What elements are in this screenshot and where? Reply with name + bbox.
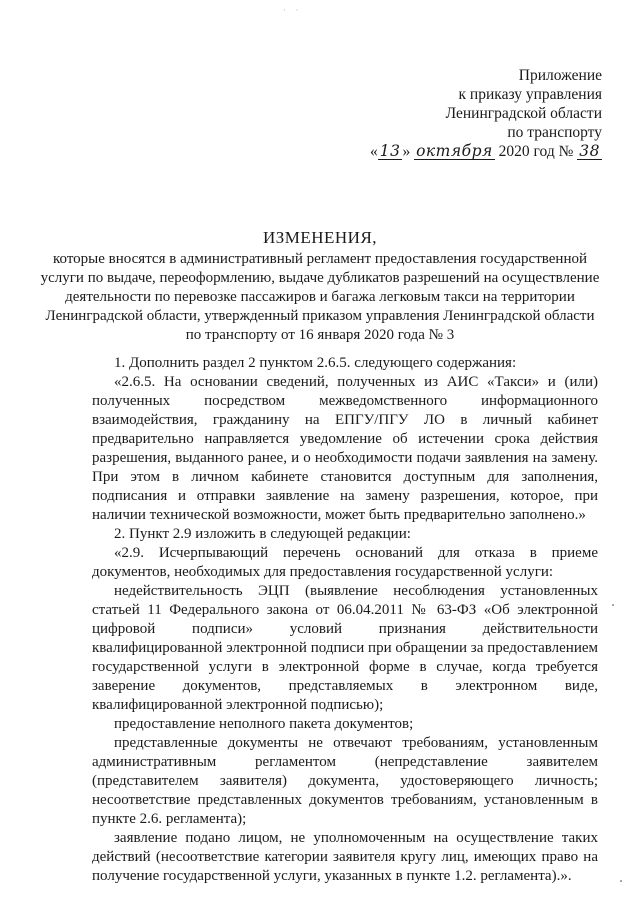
appendix-block (370, 66, 602, 161)
scan-speck (620, 880, 622, 882)
paragraph-7: представленные документы не отвечают требованиям, установленным административным регламентом (непредставление заявителем (представителем заявителя) документа, удостоверяющего личность; несоответствие представленных документов требованиям, установленным в пункте 2.6. регламента); (92, 735, 598, 827)
paragraph-1: 1. Дополнить раздел 2 пунктом 2.6.5. следующего содержания: (114, 355, 517, 371)
document-body (92, 354, 598, 886)
paragraph-3: 2. Пункт 2.9 изложить в следующей редакции: (114, 526, 411, 542)
document-subtitle: которые вносятся в административный регламент предоставления государственной услуги по выдаче, переоформлению, выдаче дубликатов разрешений на осуществление деятельности по перевозке пассажиров и багажа легковым такси на территории Ленинградской области, утвержденный приказом управления Ленинградской области по транспорту от 16 января 2020 года № 3 (40, 251, 600, 343)
scan-specks: · · (283, 6, 303, 15)
date-open-quote: « (369, 143, 378, 160)
date-month: октября (416, 142, 493, 160)
appendix-line-2: к приказу управления (458, 86, 602, 103)
document-title: ИЗМЕНЕНИЯ, (262, 228, 378, 247)
paragraph-4: «2.9. Исчерпывающий перечень оснований для отказа в приеме документов, необходимых для предоставления государственной услуги: (92, 545, 598, 580)
paragraph-5: недействительность ЭЦП (выявление несоблюдения установленных статьей 11 Федерального закона от 06.04.2011 № 63-ФЗ «Об электронной цифровой подписи» условий признания действительности квалифицированной электронной подписи при обращении за предоставлением государственной услуги в электронной форме в случае, когда требуется заверение документов, представляемых в электронном виде, квалифицированной электронной подписью); (92, 583, 598, 713)
appendix-date-line (370, 142, 602, 161)
appendix-line-3: Ленинградской области (445, 105, 602, 122)
date-number-label: № (558, 143, 574, 160)
date-number: 38 (579, 142, 600, 160)
scan-speck (612, 604, 614, 606)
date-close-quote: » (402, 143, 411, 160)
appendix-line-4: по транспорту (507, 124, 602, 141)
paragraph-6: предоставление неполного пакета документов; (114, 716, 414, 732)
paragraph-8: заявление подано лицом, не уполномоченным на осуществление таких действий (несоответствие категории заявителя кругу лиц, имеющих право на получение государственной услуги, указанных в пункте 1.2. регламента).». (92, 830, 598, 884)
paragraph-2: «2.6.5. На основании сведений, полученных из АИС «Такси» и (или) полученных посредством межведомственного информационного взаимодействия, гражданину на ЕПГУ/ПГУ ЛО в личный кабинет предварительно направляется уведомление об истечении срока действия разрешения, выданного ранее, и о необходимости подачи заявления на замену. При этом в личном кабинете становится доступным для заполнения, подписания и отправки заявление на замену разрешения, которое, при наличии технической возможности, может быть предварительно заполнено.» (92, 374, 598, 523)
appendix-line-1: Приложение (518, 67, 602, 84)
date-day: 13 (379, 142, 401, 160)
date-year: 2020 год (498, 143, 555, 160)
